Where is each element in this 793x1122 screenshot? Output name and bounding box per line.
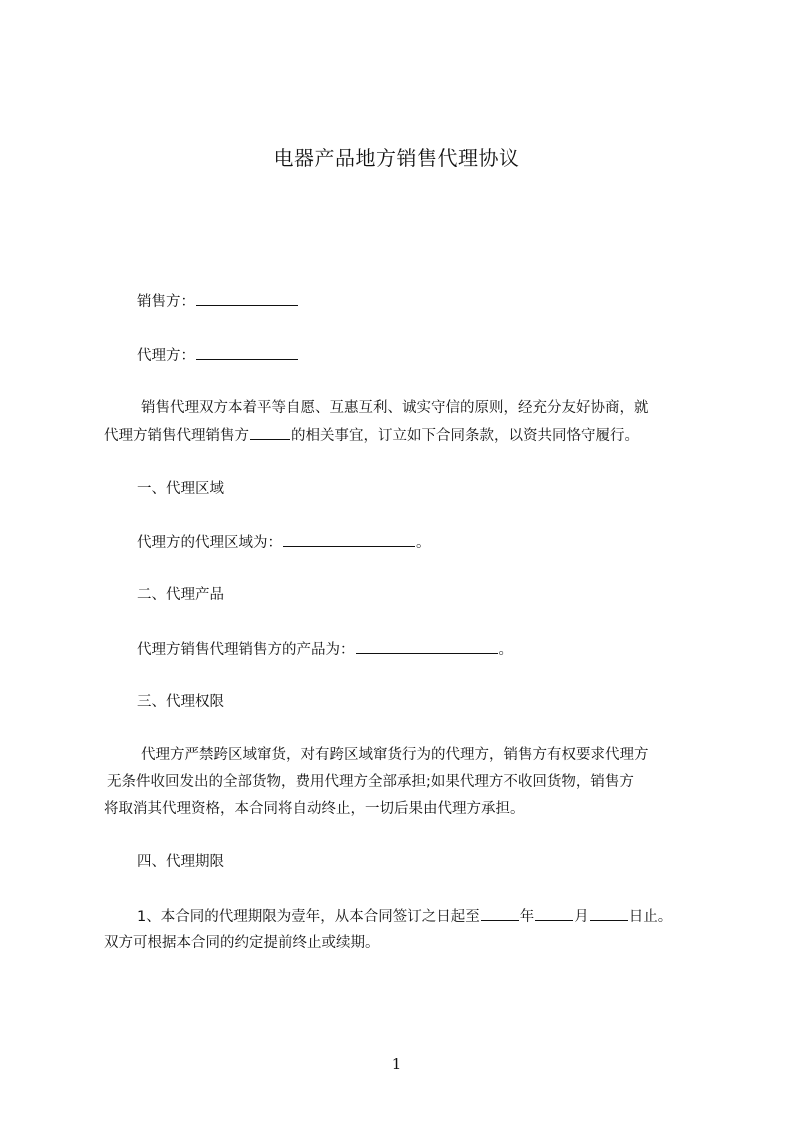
page-number: 1	[391, 1055, 402, 1073]
seller-line	[137, 291, 299, 312]
seller-blank	[196, 291, 298, 306]
section-2-blank	[356, 639, 498, 654]
section-2-text	[137, 639, 513, 660]
seller-label: 销售方：	[137, 294, 195, 310]
intro-line-2	[104, 425, 639, 446]
section-3-heading: 三、代理权限	[137, 694, 224, 710]
agent-line	[137, 345, 299, 366]
section-1-text-a: 代理方的代理区域为：	[137, 535, 282, 551]
agent-blank	[196, 345, 298, 360]
section-4-clause-1	[137, 906, 672, 927]
section-1-blank	[283, 532, 415, 547]
clause-1-text-a: 1、本合同的代理期限为壹年，从本合同签订之日起至	[137, 909, 480, 925]
section-3-line-1: 代理方严禁跨区域窜货，对有跨区域窜货行为的代理方，销售方有权要求代理方	[141, 747, 649, 763]
month-label: 月	[574, 909, 589, 925]
section-4-heading: 四、代理期限	[137, 854, 224, 870]
day-end-label: 日止。	[628, 909, 673, 925]
section-4-clause-1-line-2: 双方可根据本合同的约定提前终止或续期。	[104, 935, 380, 951]
section-2-text-b: 。	[498, 642, 513, 658]
document-title: 电器产品地方销售代理协议	[273, 146, 520, 170]
year-label: 年	[519, 909, 535, 925]
section-1-text-b: 。	[416, 535, 431, 551]
section-1-text	[137, 532, 431, 553]
section-1-heading: 一、代理区域	[137, 481, 224, 497]
year-blank	[481, 906, 519, 921]
section-2-heading: 二、代理产品	[137, 587, 224, 603]
intro-line-1: 销售代理双方本着平等自愿、互惠互利、诚实守信的原则，经充分友好协商，就	[141, 400, 649, 416]
section-3-line-2: 无条件收回发出的全部货物，费用代理方全部承担;如果代理方不收回货物，销售方	[107, 774, 634, 790]
intro-line-2-a: 代理方销售代理销售方	[104, 428, 249, 444]
agent-label: 代理方：	[137, 348, 195, 364]
intro-blank	[250, 425, 290, 440]
intro-line-2-b: 的相关事宜，订立如下合同条款，以资共同恪守履行。	[291, 428, 639, 444]
month-blank	[535, 906, 573, 921]
day-blank	[590, 906, 628, 921]
section-2-text-a: 代理方销售代理销售方的产品为：	[137, 642, 355, 658]
section-3-line-3: 将取消其代理资格，本合同将自动终止，一切后果由代理方承担。	[104, 801, 525, 817]
